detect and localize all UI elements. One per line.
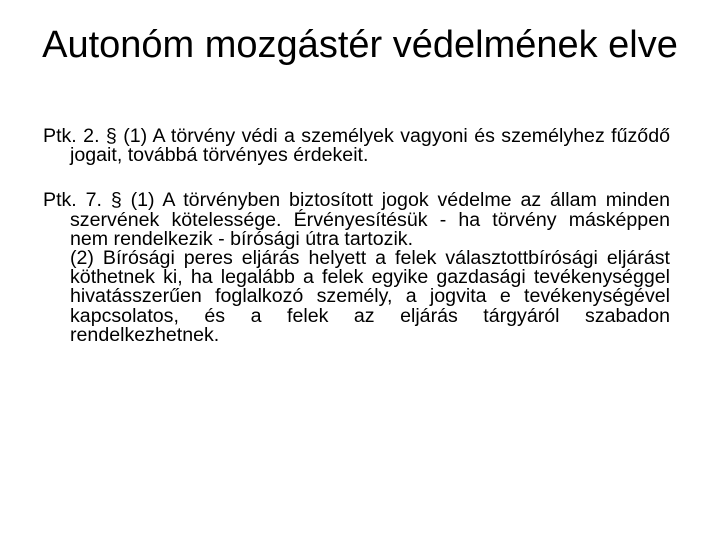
paragraph-ptk-7-2: (2) Bírósági peres eljárás helyett a felek választottbírósági eljárást köthetnek ki, ha legalább a felek egyike gazdasági tevékenységgel hivatásszerűen foglalkozó személy, a jogvita e tevékenységével kapcsolatos, és a felek az eljárás tárgyáról szabadon rendelkezhetnek. bbox=[70, 247, 670, 346]
slide-body bbox=[43, 127, 670, 345]
paragraph-ptk-2: Ptk. 2. § (1) A törvény védi a személyek vagyoni és személyhez fűződő jogait, továbbá törvényes érdekeit. bbox=[43, 125, 670, 167]
paragraph-ptk-7-1: Ptk. 7. § (1) A törvényben biztosított jogok védelme az állam minden szervének kötelessége. Érvényesítésük - ha törvény másképpen nem rendelkezik - bírósági útra tartozik. bbox=[43, 189, 670, 250]
slide-title: Autonóm mozgástér védelmének elve bbox=[42, 24, 678, 66]
